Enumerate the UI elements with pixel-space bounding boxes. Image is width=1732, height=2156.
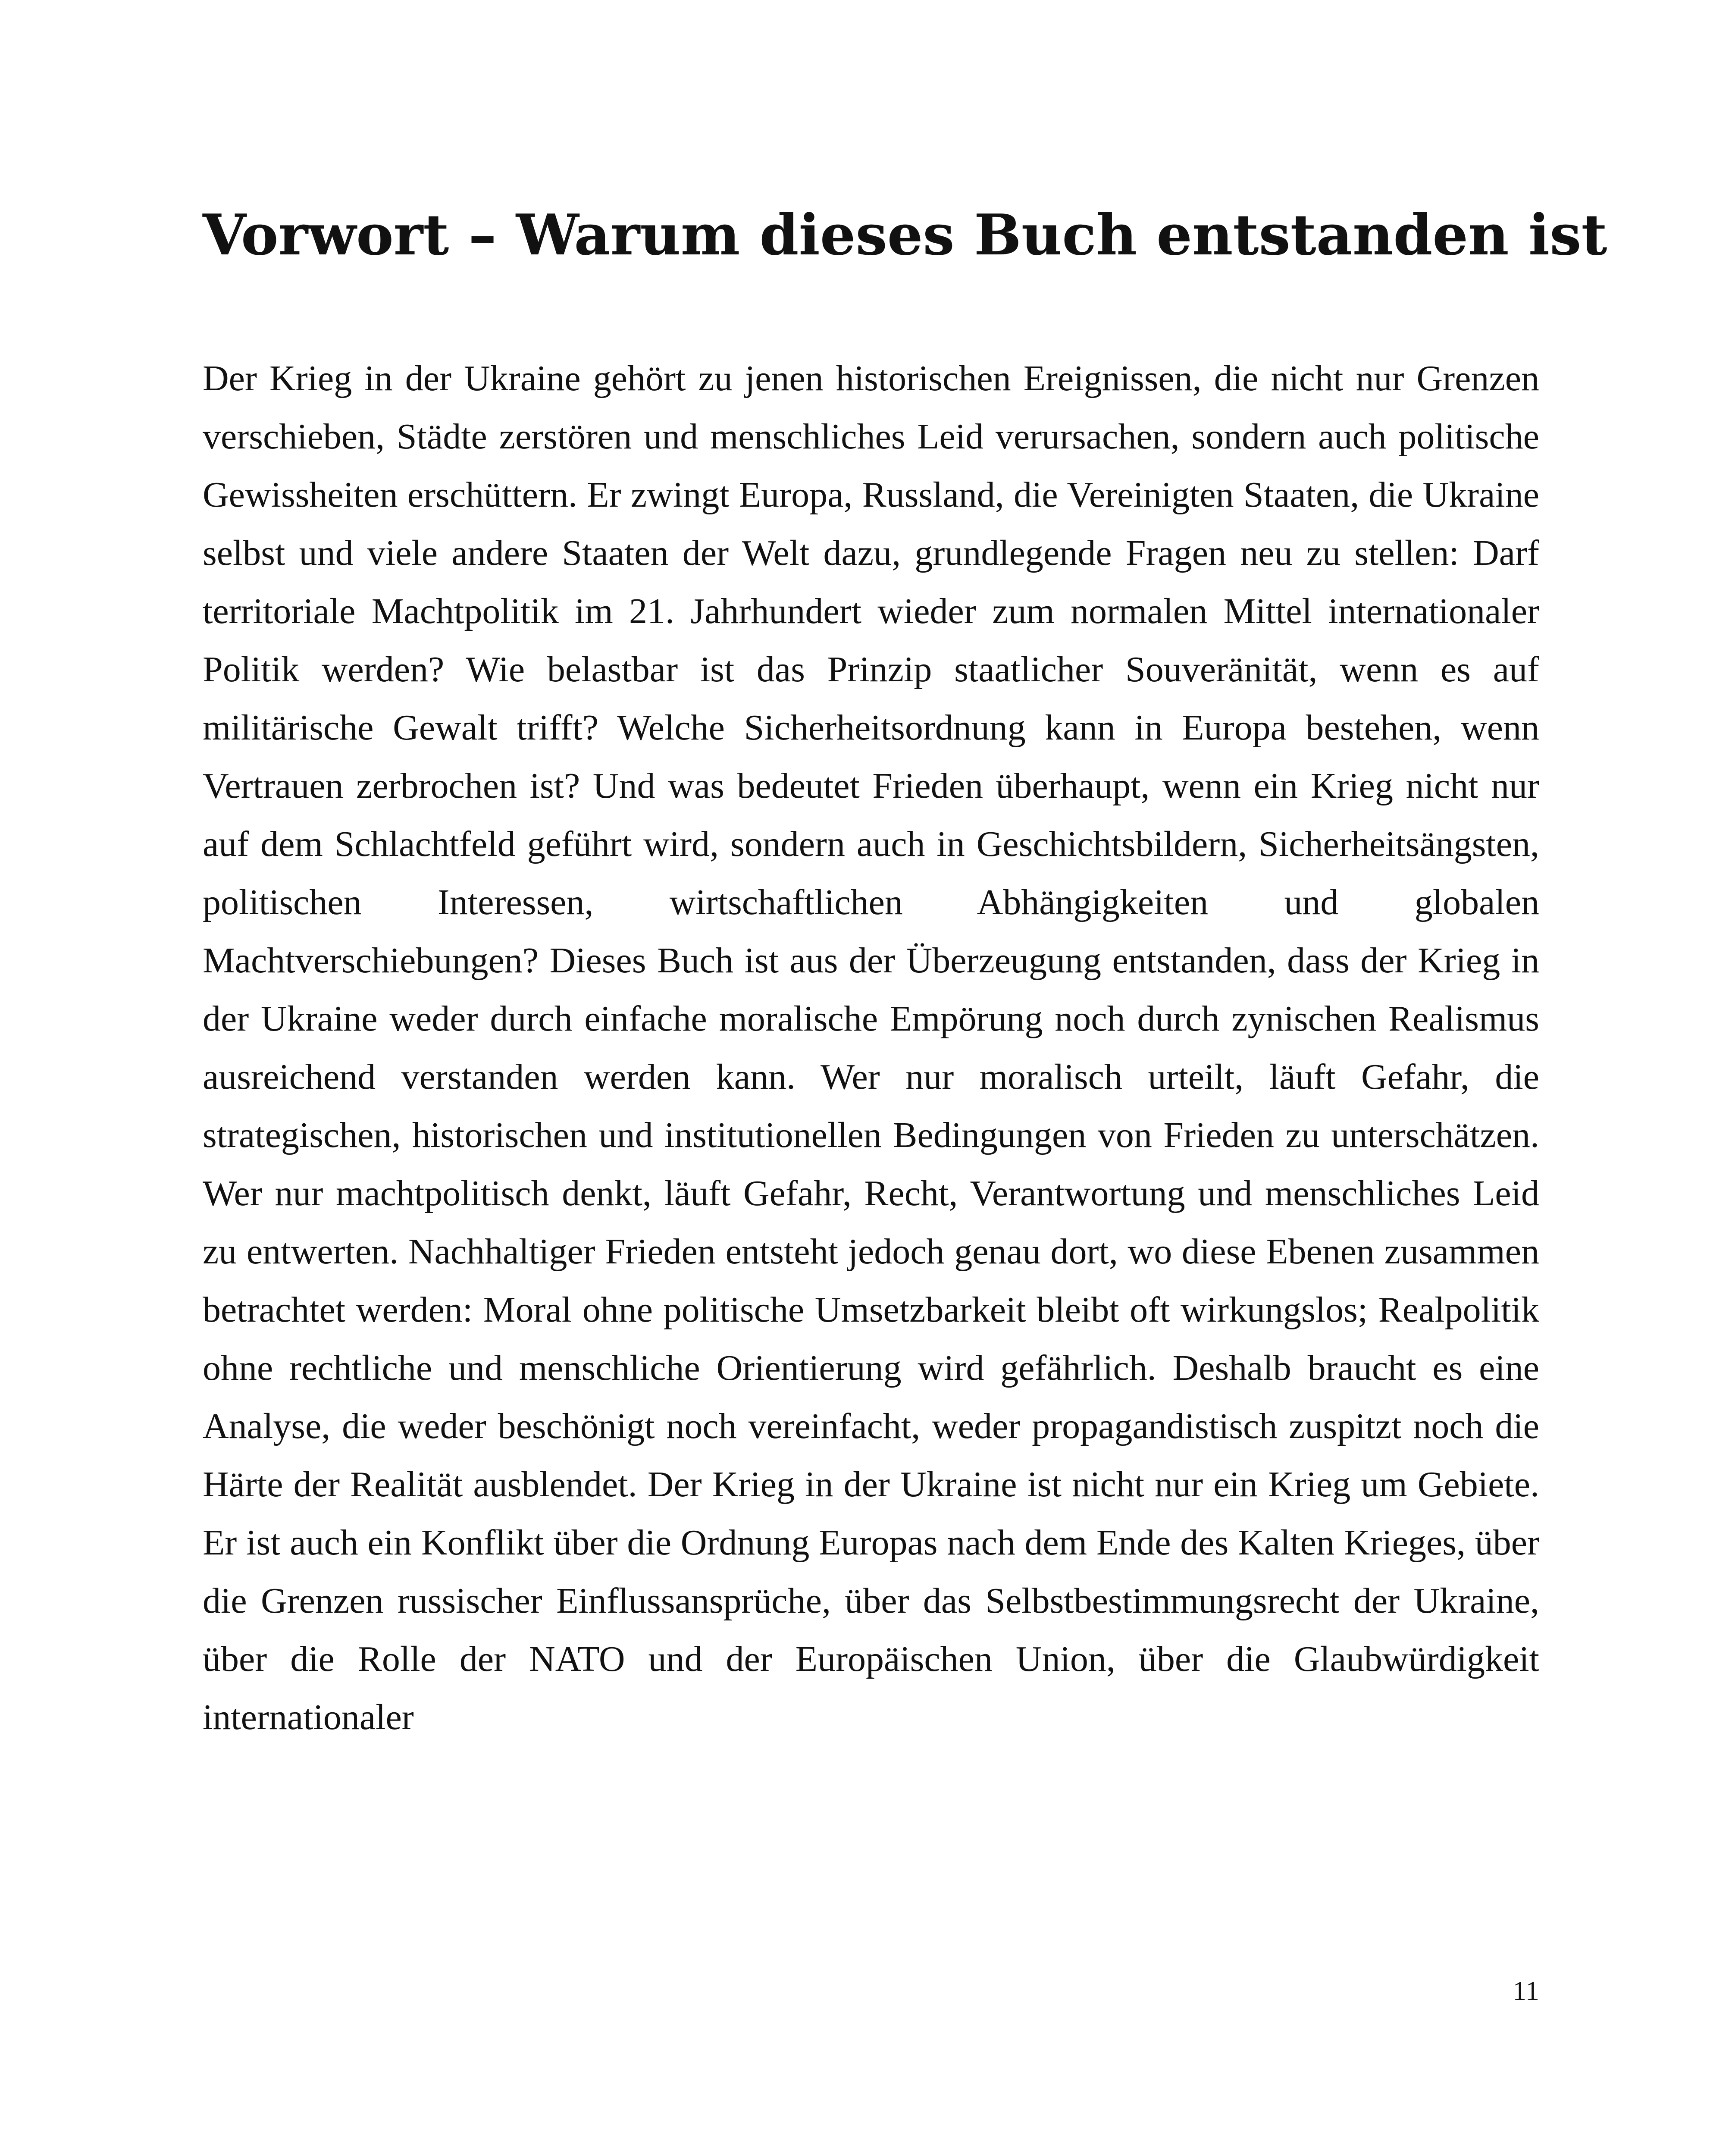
body-paragraph: Der Krieg in der Ukraine gehört zu jenen historischen Ereignissen, die nicht nur Grenzen verschieben, Städte zerstören und menschliches Leid verursachen, sondern auch politische Gewissheiten erschüttern. Er zwingt Europa, Russland, die Vereinigten Staaten, die Ukraine selbst und viele andere Staaten der Welt dazu, grundlegende Fragen neu zu stellen: Darf territoriale Machtpolitik im 21. Jahrhundert wieder zum normalen Mittel internationaler Politik werden? Wie belastbar ist das Prinzip staatlicher Souveränität, wenn es auf militärische Gewalt trifft? Welche Sicherheitsordnung kann in Europa bestehen, wenn Vertrauen zerbrochen ist? Und was bedeutet Frieden überhaupt, wenn ein Krieg nicht nur auf dem Schlachtfeld geführt wird, sondern auch in Geschichtsbildern, Sicherheitsängsten, politischen Interessen, wirtschaftlichen Abhängigkeiten und globalen Machtverschiebungen? Dieses Buch ist aus der Überzeugung entstanden, dass der Krieg in der Ukraine weder durch einfache moralische Empörung noch durch zynischen Realismus ausreichend verstanden werden kann. Wer nur moralisch urteilt, läuft Gefahr, die strategischen, historischen und institutionellen Bedingungen von Frieden zu unterschätzen. Wer nur machtpolitisch denkt, läuft Gefahr, Recht, Verantwortung und menschliches Leid zu entwerten. Nachhaltiger Frieden entsteht jedoch genau dort, wo diese Ebenen zusammen betrachtet werden: Moral ohne politische Umsetzbarkeit bleibt oft wirkungslos; Realpolitik ohne rechtliche und menschliche Orientierung wird gefährlich. Deshalb braucht es eine Analyse, die weder beschönigt noch vereinfacht, weder propagandistisch zuspitzt noch die Härte der Realität ausblendet. Der Krieg in der Ukraine ist nicht nur ein Krieg um Gebiete. Er ist auch ein Konflikt über die Ordnung Europas nach dem Ende des Kalten Krieges, über die Grenzen russischer Einflussansprüche, über das Selbstbestimmungsrecht der Ukraine, über die Rolle der NATO und der Europäischen Union, über die Glaubwürdigkeit internationaler (203, 358, 1539, 1737)
chapter-heading: Vorwort – Warum dieses Buch entstanden ist (203, 202, 1607, 268)
page-number: 11 (1513, 1975, 1539, 2006)
